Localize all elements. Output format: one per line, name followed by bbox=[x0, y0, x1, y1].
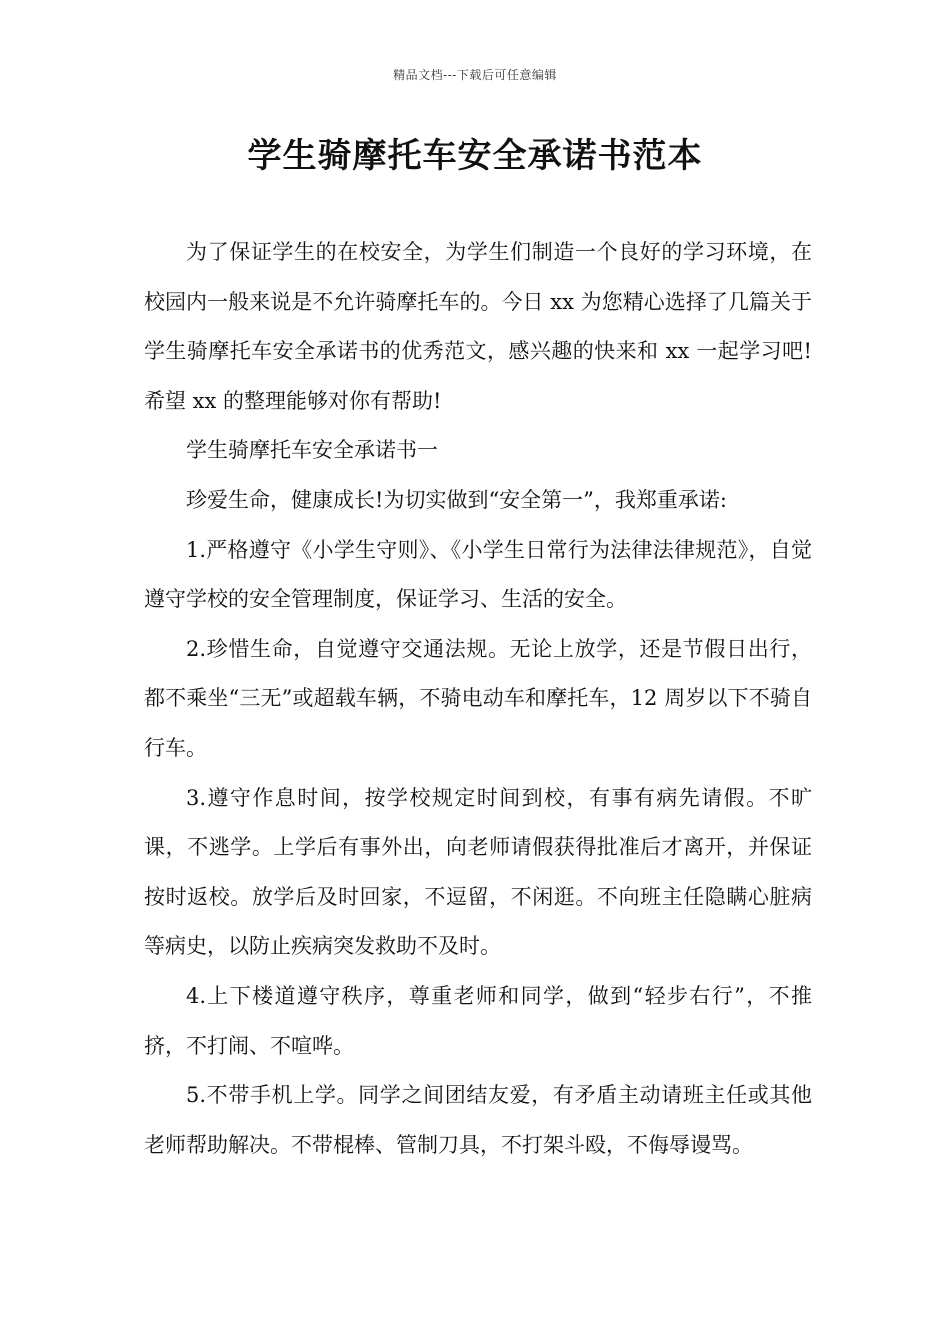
pledge-item-1: 1.严格遵守《小学生守则》、《小学生日常行为法律法律规范》，自觉遵守学校的安全管理制度，保证学习、生活的安全。 bbox=[144, 537, 812, 612]
pledge-item-4: 4.上下楼道遵守秩序，尊重老师和同学，做到“轻步右行”，不推挤，不打闹、不喧哗。 bbox=[144, 983, 812, 1058]
pledge-preamble: 珍爱生命，健康成长!为切实做到“安全第一”，我郑重承诺: bbox=[186, 487, 727, 512]
document-body bbox=[144, 228, 812, 1170]
intro-paragraph: 为了保证学生的在校安全，为学生们制造一个良好的学习环境，在校园内一般来说是不允许骑摩托车的。今日 xx 为您精心选择了几篇关于学生骑摩托车安全承诺书的优秀范文，感兴趣的快来和 xx 一起学习吧!希望 xx 的整理能够对你有帮助! bbox=[144, 240, 812, 413]
section-heading: 学生骑摩托车安全承诺书一 bbox=[186, 438, 438, 463]
pledge-item-3: 3.遵守作息时间，按学校规定时间到校，有事有病先请假。不旷课，不逃学。上学后有事外出，向老师请假获得批准后才离开，并保证按时返校。放学后及时回家，不逗留，不闲逛。不向班主任隐瞒心脏病等病史，以防止疾病突发救助不及时。 bbox=[144, 785, 812, 959]
header-note: 精品文档---下载后可任意编辑 bbox=[393, 68, 557, 82]
document-title: 学生骑摩托车安全承诺书范本 bbox=[247, 136, 703, 176]
pledge-item-5: 5.不带手机上学。同学之间团结友爱，有矛盾主动请班主任或其他老师帮助解决。不带棍棒、管制刀具，不打架斗殴，不侮辱谩骂。 bbox=[144, 1083, 812, 1157]
pledge-item-2: 2.珍惜生命，自觉遵守交通法规。无论上放学，还是节假日出行，都不乘坐“三无”或超载车辆，不骑电动车和摩托车，12 周岁以下不骑自行车。 bbox=[144, 636, 812, 760]
